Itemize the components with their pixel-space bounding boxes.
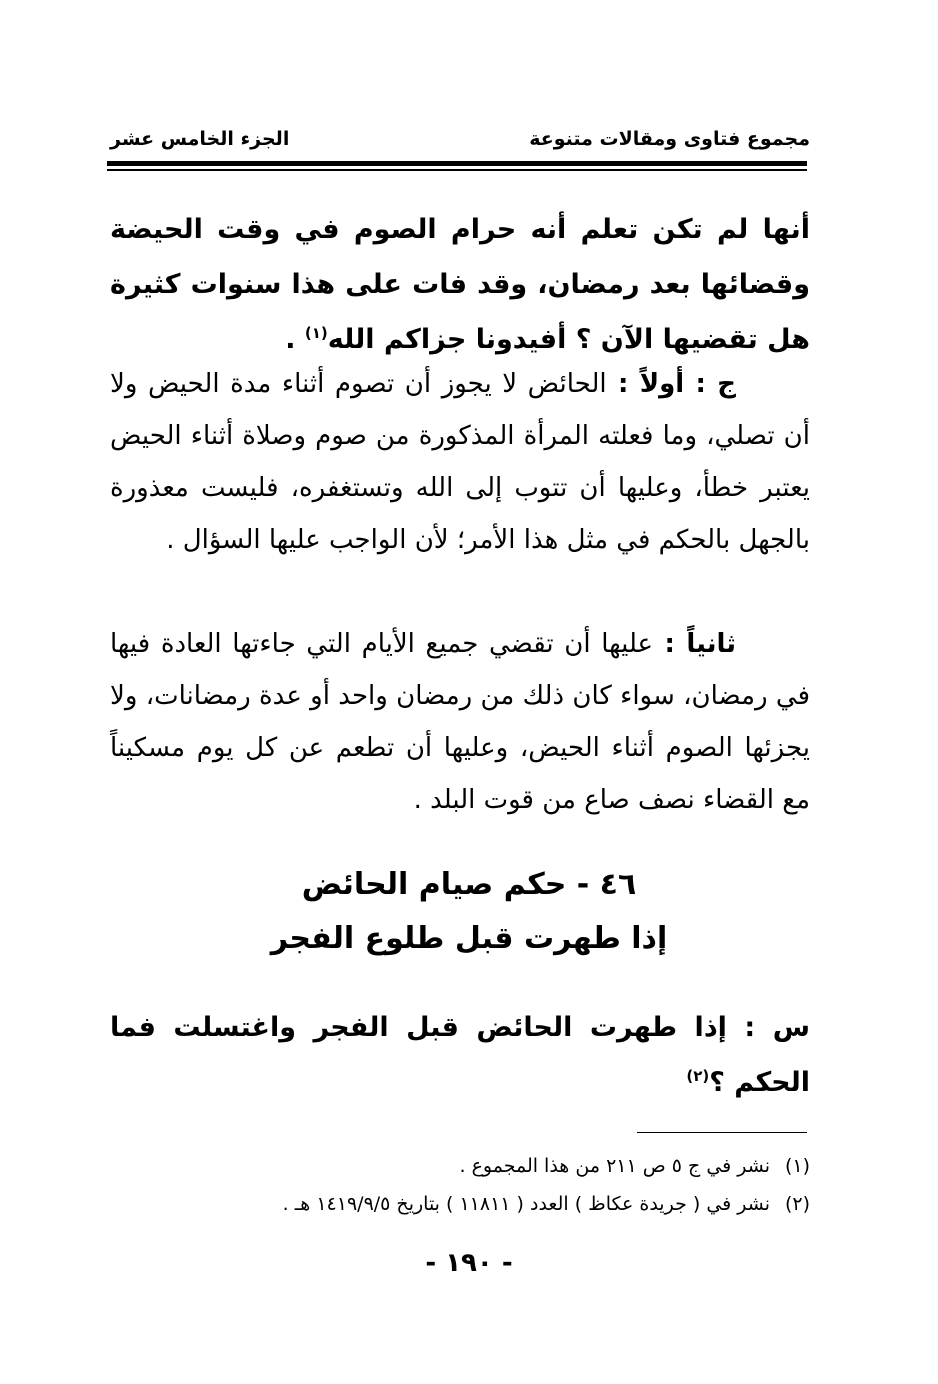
answer-first-point [110,358,810,566]
question-continuation [110,202,810,367]
footnote-2 [110,1186,810,1222]
footnote-separator [637,1132,807,1133]
question-continuation-period: . [285,324,305,355]
footnote-1 [110,1148,810,1184]
section-heading [0,858,938,966]
footnote-2-text: نشر في ( جريدة عكاظ ) العدد ( ١١٨١١ ) بتاريخ ١٤١٩/٩/٥ هـ . [282,1193,770,1215]
header-rule-thick [107,161,807,166]
header-book-title: مجموع فتاوى ومقالات متنوعة [529,128,810,150]
section-heading-line-2: إذا طهرت قبل طلوع الفجر [270,921,668,956]
answer-second-text: عليها أن تقضي جميع الأيام التي جاءتها العادة فيها في رمضان، سواء كان ذلك من رمضان واحد أو عدة رمضانات، ولا يجزئها الصوم أثناء الحيض، وعليها أن تطعم عن كل يوم مسكيناً مع القضاء نصف صاع من قوت البلد . [110,629,810,815]
second-point-label: ثانياً : [653,629,736,659]
question-continuation-text: أنها لم تكن تعلم أنه حرام الصوم في وقت الحيضة وقضائها بعد رمضان، وقد فات على هذا سنوات كثيرة هل تقضيها الآن ؟ أفيدونا جزاكم الله [110,214,810,355]
footnote-1-number: (١) [784,1155,810,1177]
footnote-ref-1: (١) [304,324,328,342]
new-question-text: س : إذا طهرت الحائض قبل الفجر واغتسلت فما الحكم ؟ [110,1012,810,1098]
footnote-1-text: نشر في ج ٥ ص ٢١١ من هذا المجموع . [459,1155,770,1177]
new-question [110,1000,810,1110]
footnote-ref-2: (٢) [686,1067,710,1085]
answer-first-text: الحائض لا يجوز أن تصوم أثناء مدة الحيض ولا أن تصلي، وما فعلته المرأة المذكورة من صوم وصلاة أثناء الحيض يعتبر خطأ، وعليها أن تتوب إلى الله وتستغفره، فليست معذورة بالجهل بالحكم في مثل هذا الأمر؛ لأن الواجب عليها السؤال . [110,369,810,555]
header-rule-thin [107,169,807,171]
answer-second-point [110,618,810,826]
footnote-2-number: (٢) [784,1193,810,1215]
answer-label: ج : أولاً : [606,369,736,399]
section-heading-line-1: ٤٦ - حكم صيام الحائض [301,867,637,902]
header-volume: الجزء الخامس عشر [110,128,290,150]
page-number: - ١٩٠ - [425,1248,513,1278]
